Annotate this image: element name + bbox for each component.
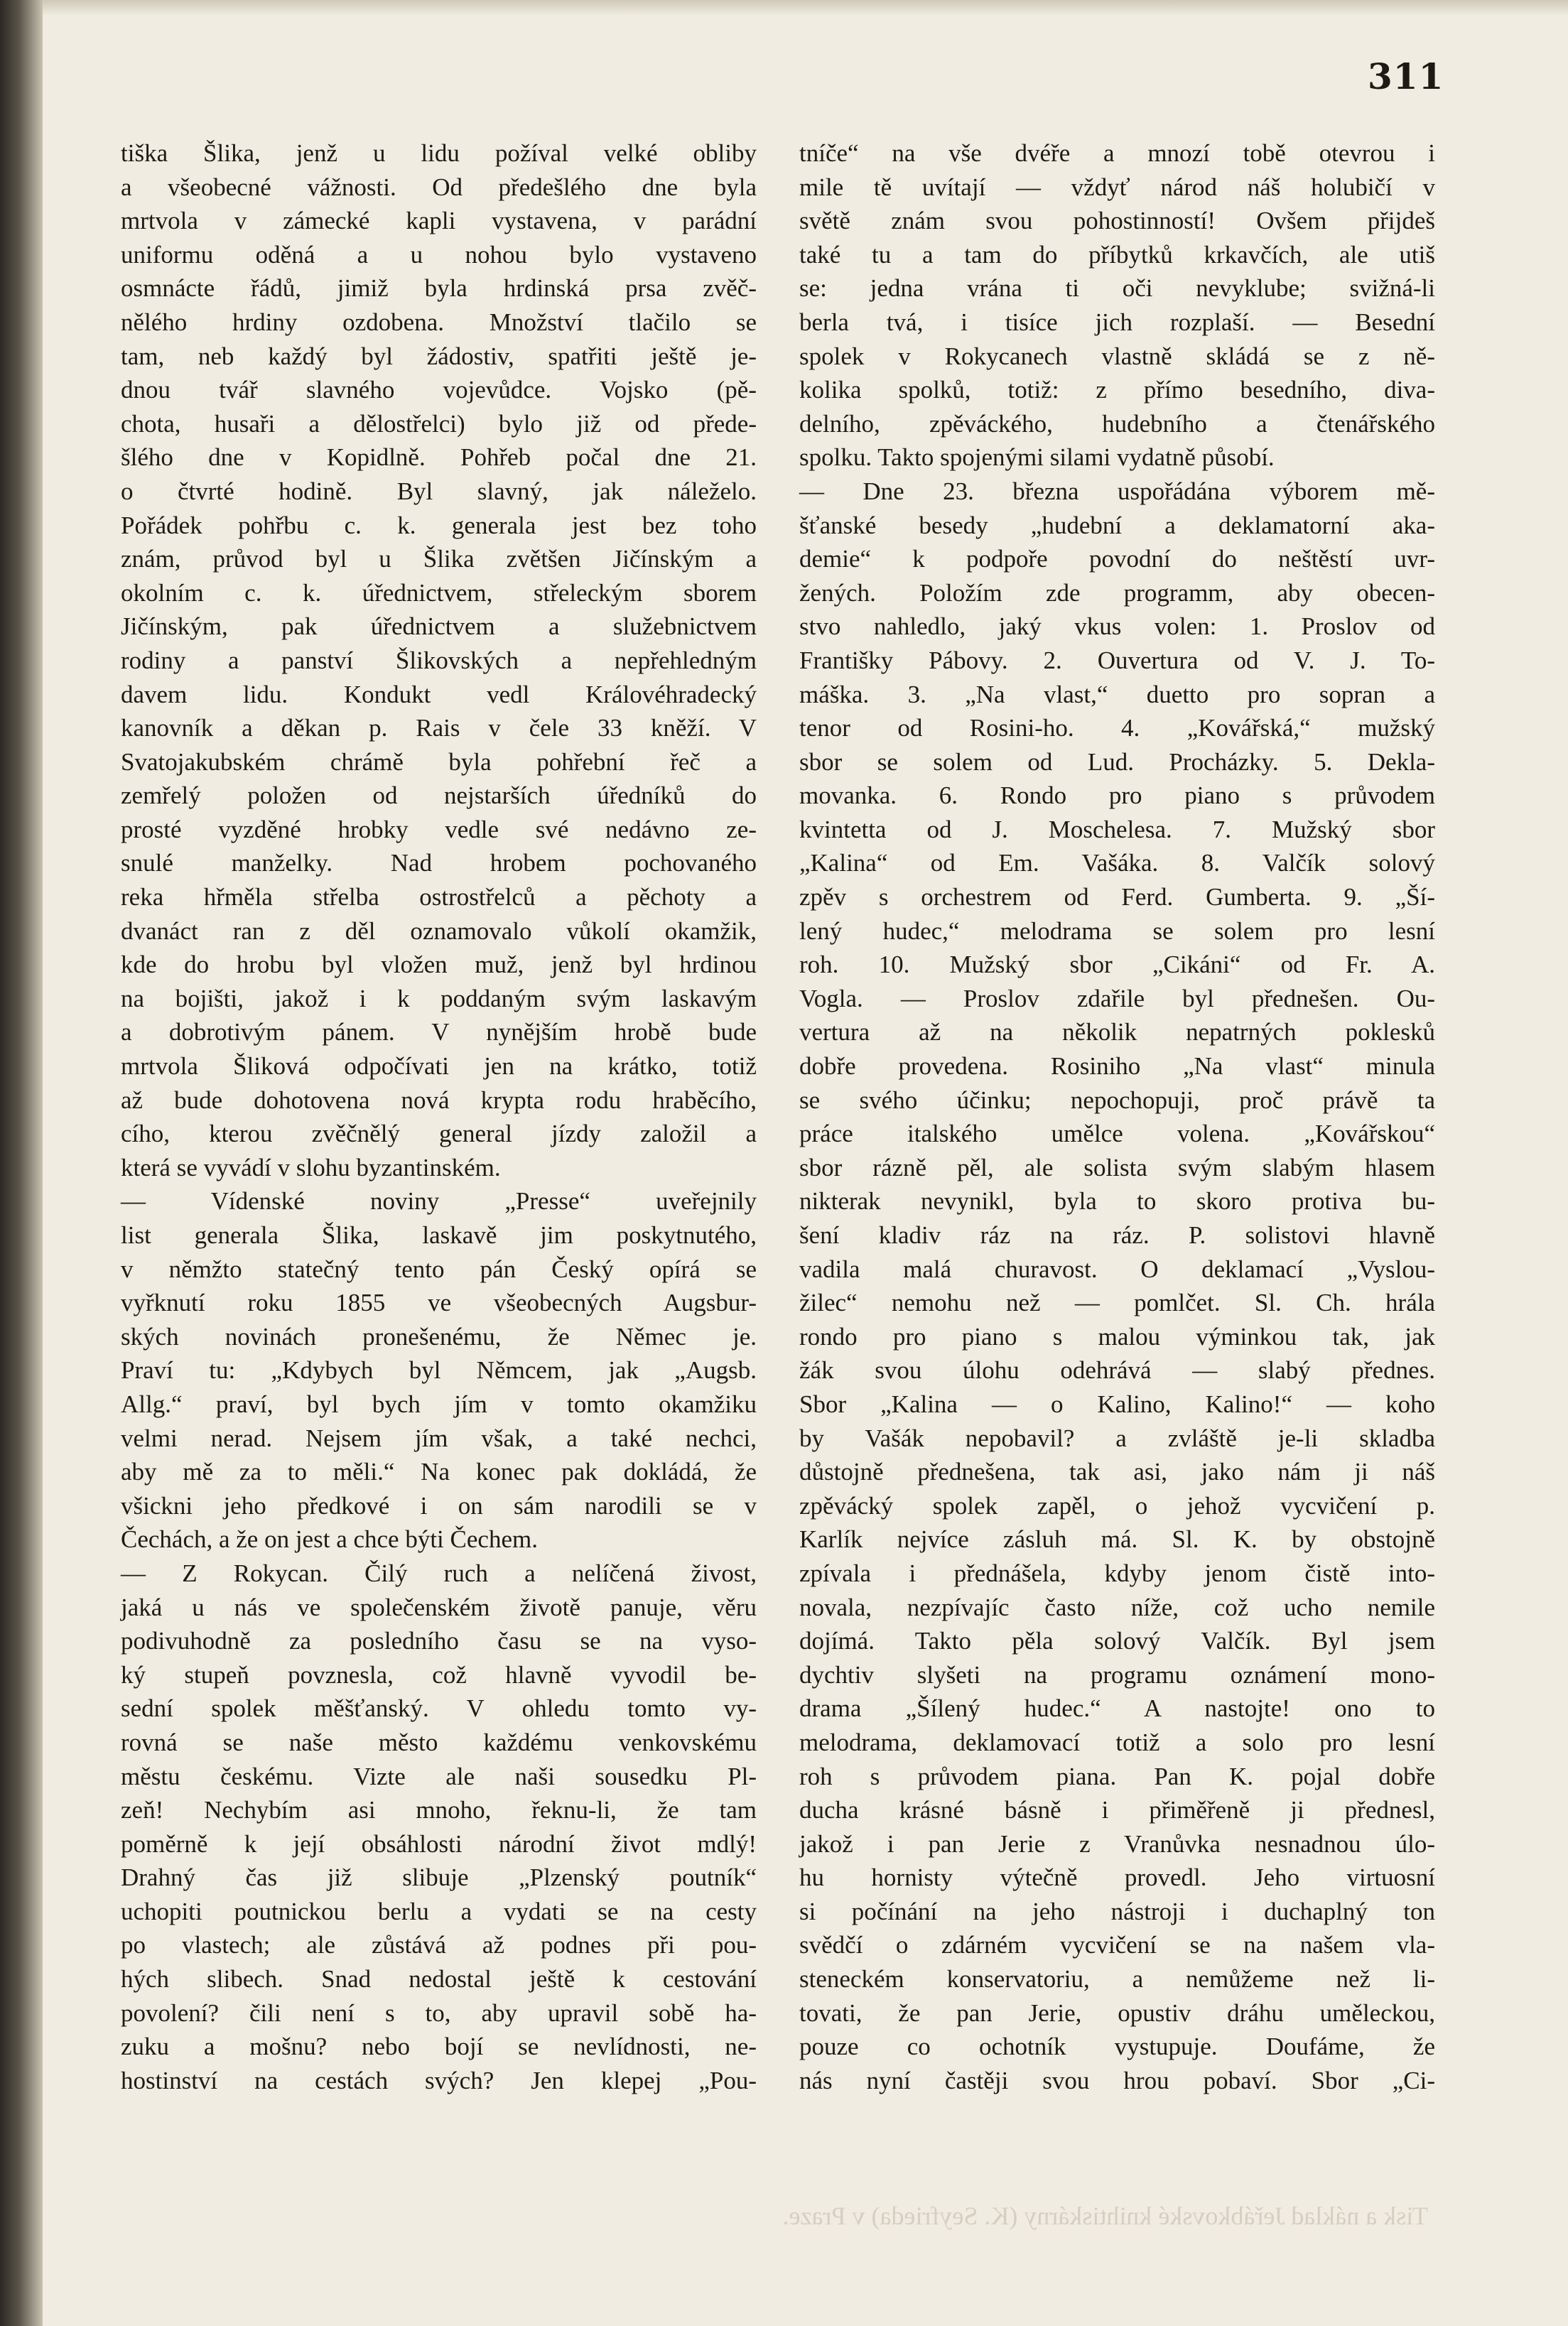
text-line: svědčí o zdárném vycvičení se na našem vla-	[799, 1931, 1435, 1959]
text-line: Praví tu: „Kdybych byl Němcem, jak „Augsb.	[121, 1356, 757, 1385]
text-line: v němžto statečný tento pán Český opírá se	[121, 1255, 757, 1283]
text-line: mrtvola Šliková odpočívati jen na krátko, totiž	[121, 1052, 757, 1081]
text-line: kolika spolků, totiž: z přímo besedního, diva-	[799, 376, 1435, 404]
text-line: o čtvrté hodině. Byl slavný, jak náleželo.	[121, 477, 757, 505]
text-line: osmnácte řádů, jimiž byla hrdinská prsa zvěč-	[121, 274, 757, 303]
text-line: chota, husaři a dělostřelci) bylo již od přede-	[121, 409, 757, 438]
text-line: mile tě uvítají — vždyť národ náš holubičí v	[799, 173, 1435, 201]
text-line: světě znám svou pohostinností! Ovšem přijdeš	[799, 207, 1435, 235]
text-line: davem lidu. Kondukt vedl Královéhradecký	[121, 680, 757, 708]
text-line: spolku. Takto spojenými silami vydatně působí.	[799, 443, 1275, 472]
text-line: — Dne 23. března uspořádána výborem mě-	[799, 477, 1435, 505]
text-line: snulé manželky. Nad hrobem pochovaného	[121, 849, 757, 877]
text-line: sední spolek měšťanský. V ohledu tomto vy-	[121, 1694, 757, 1723]
text-line: Vogla. — Proslov zdařile byl přednešen. Ou-	[799, 984, 1435, 1012]
page-number: 311	[1368, 55, 1444, 97]
text-line: tenor od Rosini-ho. 4. „Kovářská,“ mužský	[799, 714, 1435, 742]
text-line: vyřknutí roku 1855 ve všeobecných Augsbur-	[121, 1289, 757, 1317]
text-line: práce italského umělce volena. „Kovářskou“	[799, 1120, 1435, 1148]
text-line: žených. Položím zde programm, aby obecen-	[799, 578, 1435, 607]
text-line: Jičínským, pak úřednictvem a služebnictvem	[121, 612, 757, 641]
text-line: spolek v Rokycanech vlastně skládá se z ně-	[799, 342, 1435, 370]
text-line: kvintetta od J. Moschelesa. 7. Mužský sbor	[799, 815, 1435, 843]
text-line: podivuhodně za posledního času se na vyso-	[121, 1627, 757, 1655]
text-line: dychtiv slyšeti na programu oznámení mono-	[799, 1660, 1435, 1689]
left-column	[121, 136, 757, 2097]
text-line: novala, nezpívajíc často níže, což ucho nemile	[799, 1593, 1435, 1621]
text-line: hých slibech. Snad nedostal ještě k cestování	[121, 1965, 757, 1994]
text-line: ských novinách pronešenému, že Němec je.	[121, 1322, 757, 1351]
text-line: žák svou úlohu odehrává — slabý přednes.	[799, 1356, 1435, 1385]
text-line: šťanské besedy „hudební a deklamatorní aka-	[799, 511, 1435, 539]
text-line: lený hudec,“ melodrama se solem pro lesní	[799, 916, 1435, 945]
text-line: stvo nahledlo, jaký vkus volen: 1. Proslov od	[799, 612, 1435, 641]
text-line: Sbor „Kalina — o Kalino, Kalino!“ — koho	[799, 1390, 1435, 1418]
text-line: šení kladiv ráz na ráz. P. solistovi hlavně	[799, 1221, 1435, 1249]
text-line: zemřelý položen od nejstarších úředníků do	[121, 781, 757, 810]
text-line: zpěv s orchestrem od Ferd. Gumberta. 9. „Ší-	[799, 883, 1435, 912]
text-line: pouze co ochotník vystupuje. Doufáme, že	[799, 2033, 1435, 2061]
text-line: zuku a mošnu? nebo bojí se nevlídnosti, ne-	[121, 2033, 757, 2061]
text-line: všickni jeho předkové i on sám narodili se v	[121, 1491, 757, 1520]
text-line: tníče“ na vše dvéře a mnozí tobě otevrou i	[799, 139, 1435, 167]
text-line: Františky Pábovy. 2. Ouvertura od V. J. To-	[799, 646, 1435, 674]
text-line: žilec“ nemohu než — pomlčet. Sl. Ch. hrála	[799, 1289, 1435, 1317]
text-line: dojímá. Takto pěla solový Valčík. Byl jsem	[799, 1627, 1435, 1655]
text-line: Svatojakubském chrámě byla pohřební řeč a	[121, 747, 757, 776]
text-line: list generala Šlika, laskavě jim poskytnutého,	[121, 1221, 757, 1249]
text-line: cího, kterou zvěčnělý general jízdy založil a	[121, 1120, 757, 1148]
text-line: okolním c. k. úřednictvem, střeleckým sborem	[121, 578, 757, 607]
text-line: jaká u nás ve společenském životě panuje, věru	[121, 1593, 757, 1621]
text-line: se: jedna vrána ti oči nevyklube; svižná-li	[799, 274, 1435, 303]
text-line: máška. 3. „Na vlast,“ duetto pro sopran a	[799, 680, 1435, 708]
text-line: rondo pro piano s malou výminkou tak, jak	[799, 1322, 1435, 1351]
text-line: dnou tvář slavného vojevůdce. Vojsko (pě-	[121, 376, 757, 404]
text-line: — Vídenské noviny „Presse“ uveřejnily	[121, 1187, 757, 1216]
text-line: Karlík nejvíce zásluh má. Sl. K. by obstojně	[799, 1525, 1435, 1554]
text-line: na bojišti, jakož i k poddaným svým laskavým	[121, 984, 757, 1012]
text-line: dobře provedena. Rosiniho „Na vlast“ minula	[799, 1052, 1435, 1081]
text-line: Pořádek pohřbu c. k. generala jest bez toho	[121, 511, 757, 539]
book-binding-shadow	[0, 0, 43, 2326]
text-line: uniformu oděná a u nohou bylo vystaveno	[121, 240, 757, 269]
text-line: sbor rázně pěl, ale solista svým slabým hlasem	[799, 1153, 1435, 1181]
text-line: tovati, že pan Jerie, opustiv dráhu uměleckou,	[799, 1998, 1435, 2027]
text-line: rodiny a panství Šlikovských a nepřehledným	[121, 646, 757, 674]
text-line: městu českému. Vizte ale naši sousedku Pl-	[121, 1762, 757, 1790]
text-line: delního, zpěváckého, hudebního a čtenářského	[799, 409, 1435, 438]
text-line: rovná se naše město každému venkovskému	[121, 1728, 757, 1756]
text-line: znám, průvod byl u Šlika zvětšen Jičínským a	[121, 545, 757, 573]
text-line: reka hřměla střelba ostrostřelců a pěchoty a	[121, 883, 757, 912]
text-line: mrtvola v zámecké kapli vystavena, v parádní	[121, 207, 757, 235]
text-line: by Vašák nepobavil? a zvláště je-li skladba	[799, 1424, 1435, 1452]
text-line: velmi nerad. Nejsem jím však, a také nechci,	[121, 1424, 757, 1452]
text-line: ducha krásné básně i přiměřeně ji přednesl,	[799, 1796, 1435, 1824]
text-line: také tu a tam do příbytků krkavčích, ale utiš	[799, 240, 1435, 269]
text-line: tam, neb každý byl žádostiv, spatřiti ještě je-	[121, 342, 757, 370]
text-line: berla tvá, i tisíce jich rozplaší. — Besední	[799, 308, 1435, 336]
text-line: Drahný čas již slibuje „Plzenský poutník“	[121, 1863, 757, 1892]
text-line: vertura až na několik nepatrných poklesků	[799, 1018, 1435, 1046]
text-line: sbor se solem od Lud. Procházky. 5. Dekla-	[799, 747, 1435, 776]
text-line: zeň! Nechybím asi mnoho, řeknu-li, že tam	[121, 1796, 757, 1824]
text-line: si počínání na jeho nástroji i duchaplný ton	[799, 1897, 1435, 1925]
page-top-edge	[43, 0, 1568, 16]
text-line: nás nyní častěji svou hrou pobaví. Sbor „Ci-	[799, 2066, 1435, 2094]
text-line: ký stupeň povznesla, což hlavně vyvodil be-	[121, 1660, 757, 1689]
text-line: hu hornisty výtečně provedl. Jeho virtuosní	[799, 1863, 1435, 1892]
text-line: a všeobecné vážnosti. Od předešlého dne byla	[121, 173, 757, 201]
text-line: hostinství na cestách svých? Jen klepej „Pou-	[121, 2066, 757, 2094]
text-line: roh. 10. Mužský sbor „Cikáni“ od Fr. A.	[799, 951, 1435, 979]
text-line: zpívala i přednášela, kdyby jenom čistě into-	[799, 1559, 1435, 1587]
text-line: kanovník a děkan p. Rais v čele 33 kněží. V	[121, 714, 757, 742]
text-line: poměrně k její obsáhlosti národní život mdlý!	[121, 1829, 757, 1858]
text-line: — Z Rokycan. Čilý ruch a nelíčená živost,	[121, 1559, 757, 1587]
text-line: až bude dohotovena nová krypta rodu hraběcího,	[121, 1086, 757, 1114]
text-line: šlého dne v Kopidlně. Pohřeb počal dne 21.	[121, 443, 757, 472]
text-line: která se vyvádí v slohu byzantinském.	[121, 1153, 501, 1181]
text-line: „Kalina“ od Em. Vašáka. 8. Valčík solový	[799, 849, 1435, 877]
text-line: tiška Šlika, jenž u lidu požíval velké obliby	[121, 139, 757, 167]
text-line: a dobrotivým pánem. V nynějším hrobě bude	[121, 1018, 757, 1046]
text-line: drama „Šílený hudec.“ A nastojte! ono to	[799, 1694, 1435, 1723]
text-line: uchopiti poutnickou berlu a vydati se na cesty	[121, 1897, 757, 1925]
text-line: nikterak nevynikl, byla to skoro protiva bu-	[799, 1187, 1435, 1216]
text-line: nělého hrdiny ozdobena. Množství tlačilo se	[121, 308, 757, 336]
text-line: melodrama, deklamovací totiž a solo pro lesní	[799, 1728, 1435, 1756]
text-line: důstojně přednešena, tak asi, jako nám ji náš	[799, 1458, 1435, 1486]
text-line: zpěvácký spolek zapěl, o jehož vycvičení p.	[799, 1491, 1435, 1520]
text-line: demie“ k podpoře povodní do neštěstí uvr-	[799, 545, 1435, 573]
text-line: aby mě za to měli.“ Na konec pak dokládá, že	[121, 1458, 757, 1486]
text-line: roh s průvodem piana. Pan K. pojal dobře	[799, 1762, 1435, 1790]
bleed-through-text: Tisk a náklad Jeřábkovské knihtiskárny (K. Seyfrieda) v Praze.	[782, 2202, 1428, 2230]
text-line: jakož i pan Jerie z Vranůvka nesnadnou úlo-	[799, 1829, 1435, 1858]
text-line: movanka. 6. Rondo pro piano s průvodem	[799, 781, 1435, 810]
text-line: Allg.“ praví, byl bych jím v tomto okamžiku	[121, 1390, 757, 1418]
text-line: po vlastech; ale zůstává až podnes při pou-	[121, 1931, 757, 1959]
text-line: vadila malá churavost. O deklamací „Vyslou-	[799, 1255, 1435, 1283]
text-line: Čechách, a že on jest a chce býti Čechem.	[121, 1525, 538, 1554]
text-line: povolení? čili není s to, aby upravil sobě ha-	[121, 1998, 757, 2027]
text-line: se svého účinku; nepochopuji, proč právě ta	[799, 1086, 1435, 1114]
text-line: dvanáct ran z děl oznamovalo vůkolí okamžik,	[121, 916, 757, 945]
text-line: prosté vyzděné hrobky vedle své nedávno ze-	[121, 815, 757, 843]
text-line: steneckém konservatoriu, a nemůžeme než li-	[799, 1965, 1435, 1994]
right-column	[799, 136, 1435, 2097]
text-line: kde do hrobu byl vložen muž, jenž byl hrdinou	[121, 951, 757, 979]
